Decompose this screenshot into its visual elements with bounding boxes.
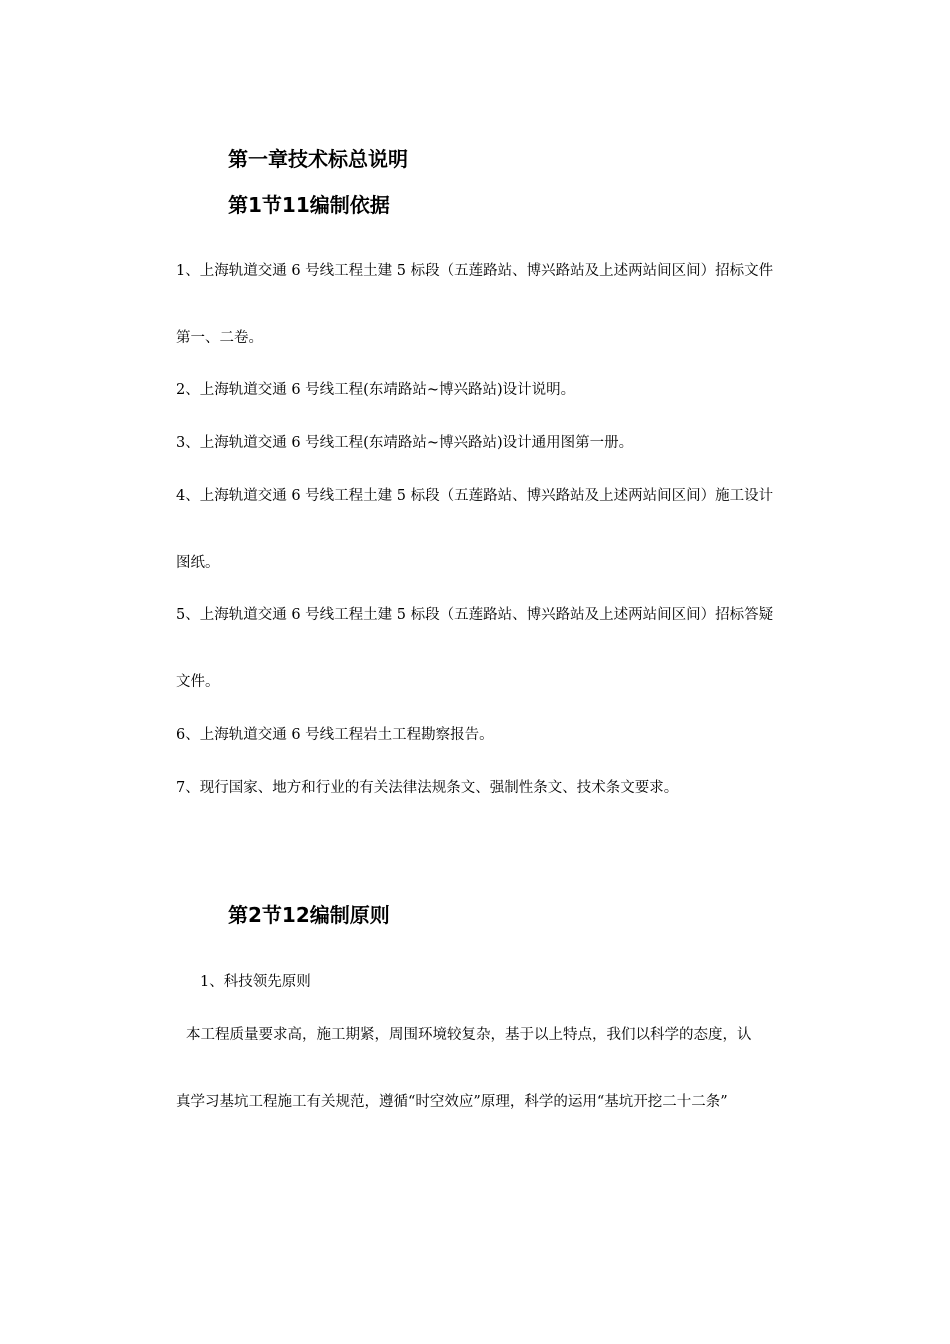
principle-paragraph-line-1: 本工程质量要求高，施工期紧，周围环境较复杂，基于以上特点，我们以科学的态度，认 [186,1027,752,1043]
chapter-title: 第一章技术标总说明 [228,147,408,171]
basis-item-1-continued: 第一、二卷。 [176,330,263,346]
basis-item-5: 5、上海轨道交通 6 号线工程土建 5 标段（五莲路站、博兴路站及上述两站间区间）招标答疑 [176,607,774,623]
basis-item-1: 1、上海轨道交通 6 号线工程土建 5 标段（五莲路站、博兴路站及上述两站间区间）招标文件 [176,263,774,279]
basis-item-4-continued: 图纸。 [176,555,220,571]
basis-item-6: 6、上海轨道交通 6 号线工程岩土工程勘察报告。 [176,727,494,743]
section-1-title: 第1节11编制依据 [228,193,390,217]
principle-subheading: 1、科技领先原则 [200,974,311,990]
section-2-title: 第2节12编制原则 [228,903,390,927]
basis-item-5-continued: 文件。 [176,674,220,690]
basis-item-2: 2、上海轨道交通 6 号线工程(东靖路站~博兴路站)设计说明。 [176,382,576,398]
basis-item-7: 7、现行国家、地方和行业的有关法律法规条文、强制性条文、技术条文要求。 [176,780,679,796]
basis-item-4: 4、上海轨道交通 6 号线工程土建 5 标段（五莲路站、博兴路站及上述两站间区间）施工设计 [176,488,774,504]
basis-item-3: 3、上海轨道交通 6 号线工程(东靖路站~博兴路站)设计通用图第一册。 [176,435,634,451]
principle-paragraph-line-2: 真学习基坑工程施工有关规范，遵循“时空效应”原理，科学的运用“基坑开挖二十二条” [176,1094,728,1110]
